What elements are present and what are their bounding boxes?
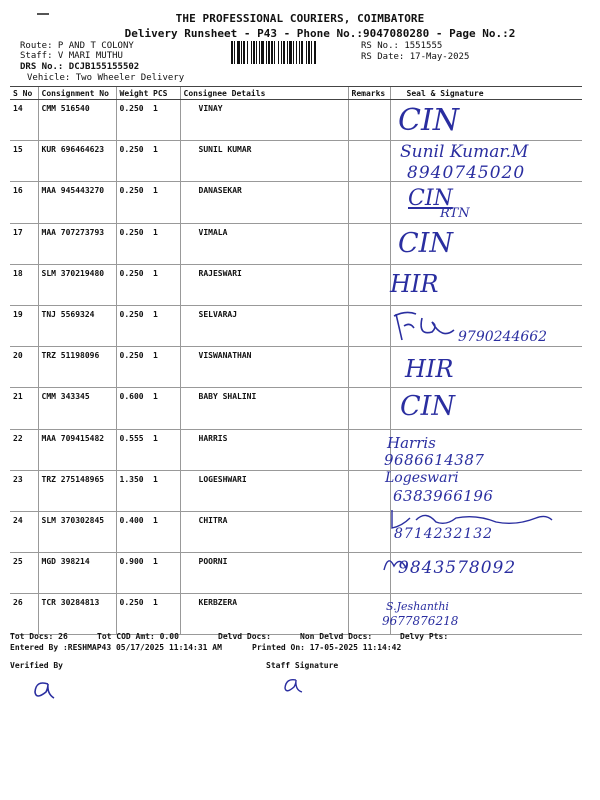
- cell-consignment: MAA 945443270: [38, 182, 116, 223]
- cell-remarks: [348, 388, 390, 429]
- col-consignee: Consignee Details: [180, 87, 348, 100]
- total-docs: Tot Docs: 26: [10, 632, 68, 641]
- cell-consignment: MGD 398214: [38, 553, 116, 594]
- col-sno: S No: [10, 87, 38, 100]
- entered-by: Entered By :RESHMAP43 05/17/2025 11:14:31 AM: [10, 643, 222, 652]
- handwritten-r26-phone: 9677876218: [382, 614, 459, 628]
- cell-consignee: SUNIL KUMAR: [180, 141, 348, 182]
- handwritten-r19-scribble: [392, 306, 462, 346]
- col-weight: Weight: [116, 87, 150, 100]
- cell-pcs: 1: [150, 264, 180, 305]
- cell-weight: 0.900: [116, 553, 150, 594]
- handwritten-r24-phone: 8714232132: [394, 526, 494, 542]
- col-pcs: PCS: [150, 87, 180, 100]
- handwritten-r15-name: Sunil Kumar.M: [400, 142, 529, 162]
- cell-sno: 20: [10, 347, 38, 388]
- handwritten-r20: HIR: [405, 355, 454, 383]
- cell-pcs: 1: [150, 553, 180, 594]
- cell-sno: 14: [10, 100, 38, 141]
- cell-weight: 0.250: [116, 347, 150, 388]
- drs-number: [20, 62, 139, 72]
- cell-weight: 0.250: [116, 594, 150, 635]
- table-row: [10, 100, 582, 141]
- staff-signature: [280, 674, 310, 696]
- cell-remarks: [348, 511, 390, 552]
- verified-by-label: Verified By: [10, 661, 63, 670]
- cell-consignee: CHITRA: [180, 511, 348, 552]
- handwritten-r16-b: RTN: [440, 206, 470, 221]
- verifier-signature: [30, 676, 60, 702]
- cell-weight: 0.250: [116, 305, 150, 346]
- cell-weight: 1.350: [116, 470, 150, 511]
- cell-weight: 0.250: [116, 223, 150, 264]
- handwritten-r14: CIN: [398, 103, 460, 138]
- cell-pcs: 1: [150, 347, 180, 388]
- printed-on: Printed On: 17-05-2025 11:14:42: [252, 643, 402, 652]
- cell-sno: 15: [10, 141, 38, 182]
- cell-weight: 0.555: [116, 429, 150, 470]
- table-row: [10, 594, 582, 635]
- cell-sno: 26: [10, 594, 38, 635]
- cell-remarks: [348, 223, 390, 264]
- cell-sno: 24: [10, 511, 38, 552]
- cell-weight: 0.250: [116, 182, 150, 223]
- cell-weight: 0.600: [116, 388, 150, 429]
- cell-pcs: 1: [150, 182, 180, 223]
- table-row: [10, 264, 582, 305]
- cell-pcs: 1: [150, 511, 180, 552]
- handwritten-r18: HIR: [390, 270, 439, 298]
- barcode-image: [231, 41, 355, 64]
- cell-consignee: POORNI: [180, 553, 348, 594]
- runsheet-title: Delivery Runsheet - P43 - Phone No.:9047080280 - Page No.:2: [124, 27, 516, 40]
- handwritten-r17: CIN: [398, 228, 453, 259]
- cell-consignment: SLM 370219480: [38, 264, 116, 305]
- delivered-docs: Delvd Docs:: [218, 632, 271, 641]
- table-header-row: [10, 87, 582, 100]
- drs-value: DCJB155155502: [68, 62, 140, 72]
- table-row: [10, 347, 582, 388]
- cell-consignment: CMM 343345: [38, 388, 116, 429]
- table-row: [10, 223, 582, 264]
- cell-consignee: RAJESWARI: [180, 264, 348, 305]
- cell-pcs: 1: [150, 305, 180, 346]
- cell-consignment: CMM 516540: [38, 100, 116, 141]
- cell-sno: 16: [10, 182, 38, 223]
- cell-consignee: HARRIS: [180, 429, 348, 470]
- handwritten-r25-phone: 9843578092: [398, 558, 517, 578]
- cell-consignment: MAA 707273793: [38, 223, 116, 264]
- handwritten-r23-name: Logeswari: [385, 470, 459, 486]
- cell-pcs: 1: [150, 100, 180, 141]
- cell-weight: 0.250: [116, 100, 150, 141]
- cell-consignment: SLM 370302845: [38, 511, 116, 552]
- cell-remarks: [348, 470, 390, 511]
- delivery-points: Delvy Pts:: [400, 632, 449, 641]
- handwritten-r21: CIN: [400, 391, 455, 422]
- cell-consignment: TCR 30284813: [38, 594, 116, 635]
- cell-consignee: LOGESHWARI: [180, 470, 348, 511]
- cell-consignment: TRZ 275148965: [38, 470, 116, 511]
- route-label: Route: P AND T COLONY: [20, 41, 134, 51]
- cell-consignee: SELVARAJ: [180, 305, 348, 346]
- cell-pcs: 1: [150, 223, 180, 264]
- table-row: [10, 388, 582, 429]
- cell-sno: 17: [10, 223, 38, 264]
- cell-pcs: 1: [150, 141, 180, 182]
- table-row: [10, 182, 582, 223]
- staff-signature-label: Staff Signature: [266, 661, 339, 670]
- cell-consignee: BABY SHALINI: [180, 388, 348, 429]
- cell-weight: 0.250: [116, 264, 150, 305]
- col-consignment: Consignment No: [38, 87, 116, 100]
- cell-consignee: KERBZERA: [180, 594, 348, 635]
- cell-sno: 23: [10, 470, 38, 511]
- cell-consignment: TRZ 51198096: [38, 347, 116, 388]
- cell-consignment: MAA 709415482: [38, 429, 116, 470]
- cell-weight: 0.400: [116, 511, 150, 552]
- handwritten-r22-name: Harris: [387, 434, 436, 452]
- cell-sno: 25: [10, 553, 38, 594]
- handwritten-r23-phone: 6383966196: [393, 487, 494, 505]
- cell-remarks: [348, 182, 390, 223]
- handwritten-r26-name: S.Jeshanthi: [386, 600, 449, 613]
- table-row: [10, 429, 582, 470]
- cell-consignment: KUR 696464623: [38, 141, 116, 182]
- total-cod-amount: Tot COD Amt: 0.00: [97, 632, 179, 641]
- cell-sno: 19: [10, 305, 38, 346]
- cell-remarks: [348, 100, 390, 141]
- handwritten-r15-phone: 8940745020: [407, 163, 526, 183]
- drs-label: DRS No.:: [20, 62, 64, 72]
- cell-pcs: 1: [150, 429, 180, 470]
- cell-consignment: TNJ 5569324: [38, 305, 116, 346]
- col-seal-signature: Seal & Signature: [390, 87, 582, 100]
- cell-remarks: [348, 264, 390, 305]
- cell-sno: 22: [10, 429, 38, 470]
- cell-pcs: 1: [150, 594, 180, 635]
- cell-consignee: DANASEKAR: [180, 182, 348, 223]
- cell-sno: 21: [10, 388, 38, 429]
- handwritten-r22-phone: 9686614387: [384, 451, 485, 469]
- cell-consignee: VIMALA: [180, 223, 348, 264]
- cell-remarks: [348, 347, 390, 388]
- cell-pcs: 1: [150, 388, 180, 429]
- cell-sno: 18: [10, 264, 38, 305]
- handwritten-r19-phone: 9790244662: [458, 329, 548, 345]
- cell-remarks: [348, 305, 390, 346]
- rs-number: RS No.: 1551555: [361, 41, 443, 51]
- non-delivered-docs: Non Delvd Docs:: [300, 632, 373, 641]
- handwritten-r16: CIN: [408, 186, 453, 211]
- col-remarks: Remarks: [348, 87, 390, 100]
- corner-mark: [37, 13, 49, 15]
- company-title: THE PROFESSIONAL COURIERS, COIMBATORE: [175, 12, 425, 25]
- cell-consignee: VISWANATHAN: [180, 347, 348, 388]
- cell-pcs: 1: [150, 470, 180, 511]
- cell-weight: 0.250: [116, 141, 150, 182]
- vehicle-label: Vehicle: Two Wheeler Delivery: [27, 73, 185, 83]
- staff-label: Staff: V MARI MUTHU: [20, 51, 123, 61]
- cell-consignee: VINAY: [180, 100, 348, 141]
- rs-date: RS Date: 17-May-2025: [361, 52, 470, 62]
- cell-remarks: [348, 141, 390, 182]
